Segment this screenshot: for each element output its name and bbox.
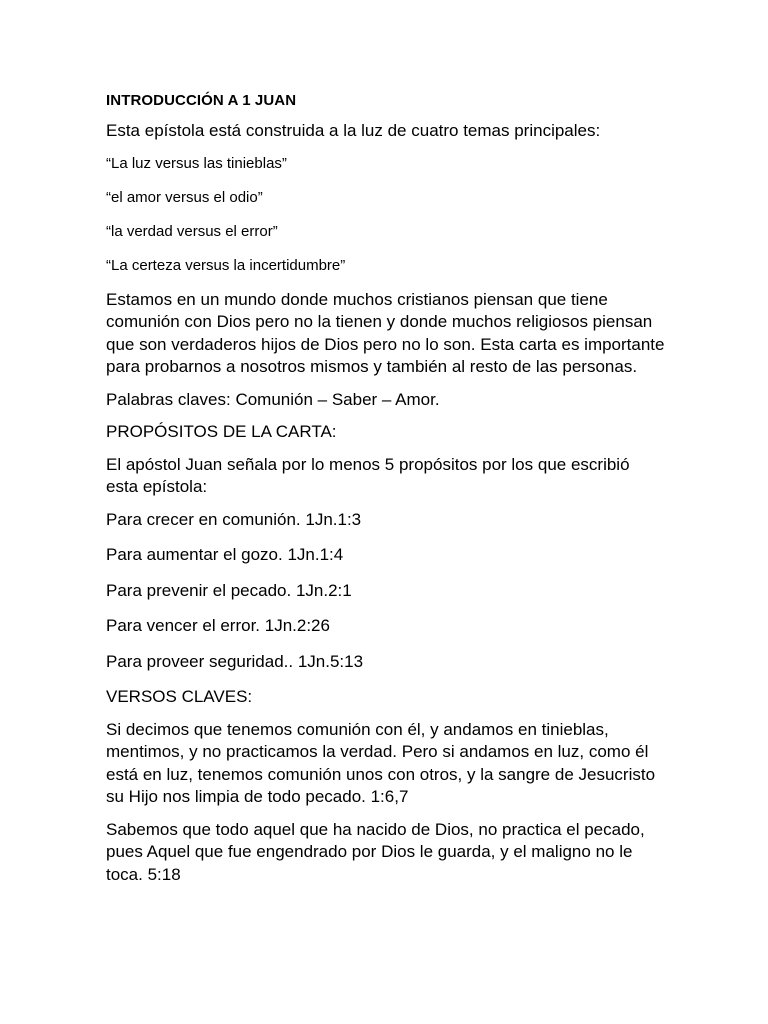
purpose-item: Para vencer el error. 1Jn.2:26 bbox=[106, 616, 330, 635]
theme-item: “la verdad versus el error” bbox=[106, 222, 278, 240]
key-verses-heading: VERSOS CLAVES: bbox=[106, 687, 253, 706]
purpose-item: Para prevenir el pecado. 1Jn.2:1 bbox=[106, 580, 352, 600]
purposes-list bbox=[106, 509, 666, 674]
key-verse: Sabemos que todo aquel que ha nacido de Dios, no practica el pecado, pues Aquel que fue engendrado por Dios le guarda, y el maligno no le toca. 5:18 bbox=[106, 819, 645, 884]
purposes-intro: El apóstol Juan señala por lo menos 5 propósitos por los que escribió esta epístola: bbox=[106, 454, 630, 496]
theme-item: “La certeza versus la incertidumbre” bbox=[106, 256, 346, 274]
theme-item: “el amor versus el odio” bbox=[106, 188, 263, 206]
document-title: INTRODUCCIÓN A 1 JUAN bbox=[106, 92, 297, 109]
purpose-item: Para crecer en comunión. 1Jn.1:3 bbox=[106, 509, 362, 529]
key-verse: Si decimos que tenemos comunión con él, y andamos en tinieblas, mentimos, y no practicamos la verdad. Pero si andamos en luz, como él está en luz, tenemos comunión unos con otros, y la sangre de Jesucristo su Hijo nos limpia de todo pecado. 1:6,7 bbox=[106, 719, 656, 806]
intro-paragraph: Esta epístola está construida a la luz de cuatro temas principales: bbox=[106, 121, 601, 140]
themes-list bbox=[106, 153, 666, 277]
keywords-line: Palabras claves: Comunión – Saber – Amor. bbox=[106, 389, 440, 409]
context-paragraph: Estamos en un mundo donde muchos cristianos piensan que tiene comunión con Dios pero no la tienen y donde muchos religiosos piensan que son verdaderos hijos de Dios pero no lo son. Esta carta es importante para probarnos a nosotros mismos y también al resto de las personas. bbox=[106, 289, 665, 376]
purpose-item: Para aumentar el gozo. 1Jn.1:4 bbox=[106, 545, 344, 564]
theme-item: “La luz versus las tinieblas” bbox=[106, 154, 287, 172]
purposes-heading: PROPÓSITOS DE LA CARTA: bbox=[106, 422, 337, 441]
document-page bbox=[106, 90, 666, 896]
purpose-item: Para proveer seguridad.. 1Jn.5:13 bbox=[106, 651, 364, 671]
